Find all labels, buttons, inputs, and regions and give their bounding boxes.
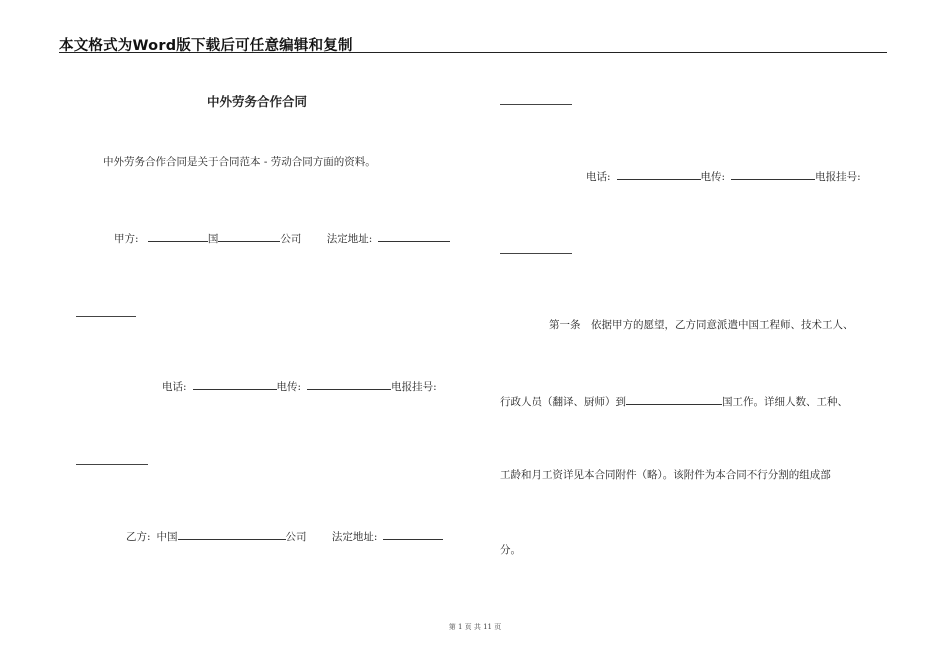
party-b-address-continuation-blank[interactable] <box>500 104 572 105</box>
party-b-telegraph-label: 电报挂号: <box>815 171 861 183</box>
party-a-company-blank[interactable] <box>218 230 280 242</box>
party-a-telegraph-label: 电报挂号: <box>391 381 437 393</box>
address-continuation-blank[interactable] <box>76 316 136 317</box>
party-b-phone-label: 电话: <box>586 171 611 183</box>
party-a-name-blank[interactable] <box>148 230 208 242</box>
party-b-company: 公司 <box>285 531 307 543</box>
article-1-line-1: 第一条 依据甲方的愿望，乙方同意派遣中国工程师、技术工人、 <box>549 319 854 331</box>
party-b-company-blank[interactable] <box>178 528 286 540</box>
party-a-fax-label: 电传: <box>276 381 302 393</box>
party-a-address-label: 法定地址: <box>326 233 373 245</box>
party-a-company: 公司 <box>280 233 302 245</box>
article-1-line-4: 分。 <box>500 544 521 556</box>
article-1-line-2a: 行政人员（翻译、厨师）到 <box>500 396 626 408</box>
party-b-telegraph-continuation-blank[interactable] <box>500 253 572 254</box>
party-a-label: 甲方: <box>114 233 139 245</box>
party-a-line <box>114 230 450 246</box>
telegraph-continuation-blank[interactable] <box>76 464 148 465</box>
party-b-prefix: 中国 <box>156 531 178 543</box>
party-b-contact-line <box>586 168 861 184</box>
article-1-line-3: 工龄和月工资详见本合同附件（略）。该附件为本合同不行分割的组成部 <box>500 469 831 481</box>
party-a-address-blank[interactable] <box>378 230 450 242</box>
party-a-phone-blank[interactable] <box>193 378 277 390</box>
destination-country-blank[interactable] <box>626 393 722 405</box>
party-b-line <box>126 528 443 544</box>
party-b-fax-blank[interactable] <box>731 168 815 180</box>
document-title: 中外劳务合作合同 <box>207 94 308 109</box>
intro-paragraph: 中外劳务合作合同是关于合同范本 - 劳动合同方面的资料。 <box>103 156 376 168</box>
party-a-phone-label: 电话: <box>162 381 187 393</box>
article-1-line-2b: 国工作。详细人数、工种、 <box>722 396 848 408</box>
header-divider <box>59 52 887 53</box>
party-a-contact-line <box>162 378 437 394</box>
party-b-fax-label: 电传: <box>700 171 726 183</box>
party-b-address-label: 法定地址: <box>331 531 378 543</box>
party-b-phone-blank[interactable] <box>617 168 701 180</box>
party-a-country: 国 <box>207 233 219 245</box>
page-footer: 第 1 页 共 11 页 <box>448 623 502 631</box>
party-b-address-blank[interactable] <box>383 528 443 540</box>
article-1-line-2 <box>500 393 848 409</box>
document-header: 本文格式为Word版下载后可任意编辑和复制 <box>59 38 353 54</box>
party-a-fax-blank[interactable] <box>307 378 391 390</box>
party-b-label: 乙方: <box>126 531 151 543</box>
